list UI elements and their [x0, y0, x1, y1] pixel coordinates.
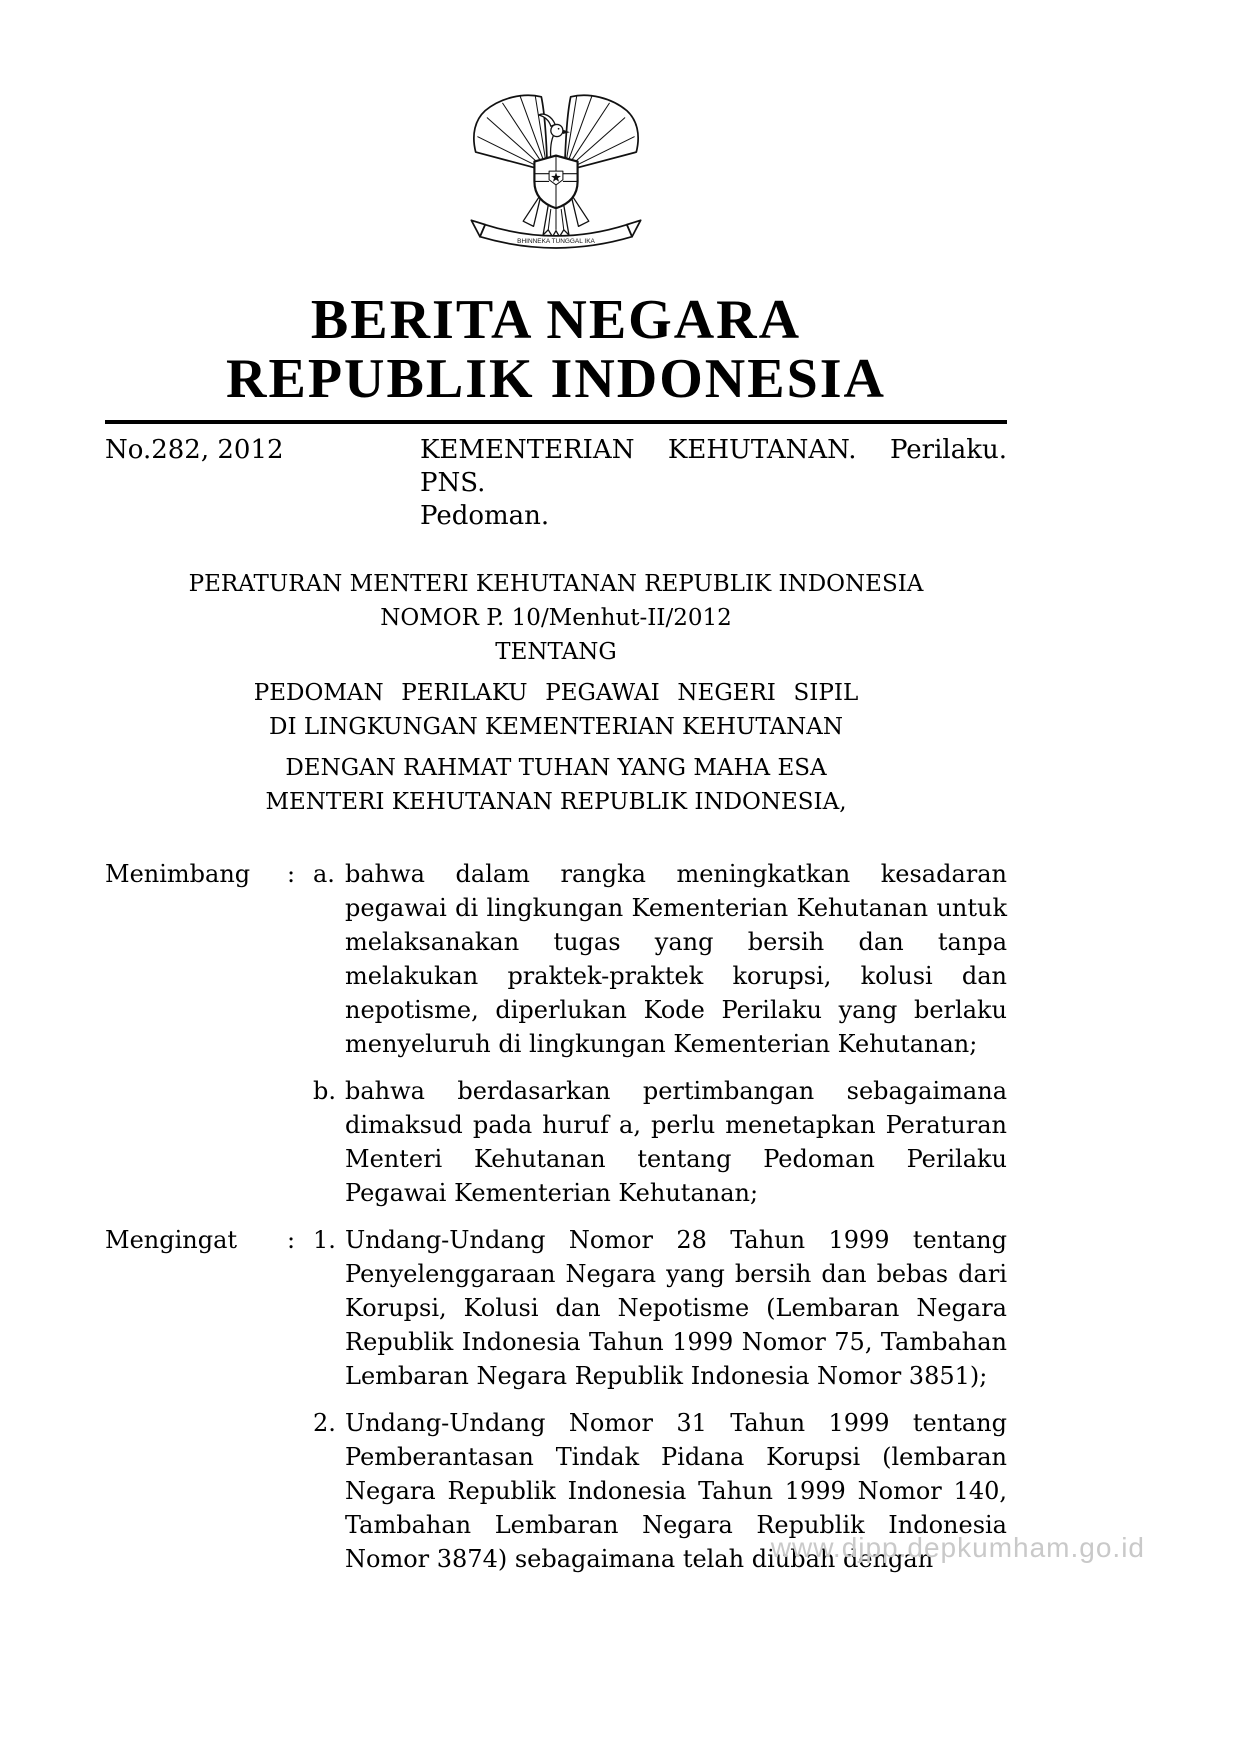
- subject-line-1: KEMENTERIAN KEHUTANAN. Perilaku. PNS.: [420, 434, 1007, 498]
- issue-row: [105, 434, 1007, 533]
- clause-colon-spacer: [287, 1406, 313, 1576]
- gazette-title-line1: BERITA NEGARA: [310, 289, 802, 351]
- eye: [558, 128, 560, 130]
- clause-colon: :: [287, 859, 296, 888]
- heading-line: TENTANG: [495, 638, 617, 665]
- garuda-pancasila-emblem: [461, 85, 651, 271]
- heading-line: MENTERI KEHUTANAN REPUBLIK INDONESIA,: [265, 788, 847, 815]
- head: [551, 124, 563, 136]
- clause-text: bahwa dalam rangka meningkatkan kesadaran pegawai di lingkungan Kementerian Kehutanan untuk melaksanakan tugas yang bersih dan tanpa melakukan praktek-praktek korupsi, kolusi dan nepotisme, diperlukan Kode Perilaku yang berlaku menyeluruh di lingkungan Kementerian Kehutanan;: [345, 859, 1007, 1058]
- right-leg: [571, 194, 589, 227]
- subject-block: [420, 434, 1007, 533]
- heading-line: PERATURAN MENTERI KEHUTANAN REPUBLIK INDONESIA: [188, 570, 924, 597]
- clause-label: Menimbang: [105, 859, 251, 888]
- clause-text: Undang-Undang Nomor 31 Tahun 1999 tentang Pemberantasan Tindak Pidana Korupsi (lembaran Negara Republik Indonesia Tahun 1999 Nomor 140, Tambahan Lembaran Negara Republik Indonesia Nomor 3874) sebagaimana telah diubah dengan: [345, 1408, 1007, 1573]
- clause-colon: :: [287, 1225, 296, 1254]
- clause-label: Mengingat: [105, 1225, 238, 1254]
- clause-marker: 2.: [313, 1408, 336, 1437]
- clause-row-menimbang-b: [105, 1074, 1007, 1210]
- regulation-heading: [105, 567, 1007, 819]
- clause-colon-spacer: [287, 1074, 313, 1210]
- clause-label-spacer: [105, 1074, 287, 1210]
- emblem-container: [105, 85, 1007, 275]
- issue-number: No.282, 2012: [105, 434, 284, 465]
- heading-group-title: [105, 567, 1007, 669]
- clause-marker: 1.: [313, 1225, 336, 1254]
- watermark: www.djpp.depkumham.go.id: [770, 1532, 1145, 1563]
- subject-line-2: Pedoman.: [420, 500, 550, 531]
- heading-line: DI LINGKUNGAN KEMENTERIAN KEHUTANAN: [269, 713, 843, 740]
- masthead-rule: [105, 420, 1007, 424]
- clause-marker: a.: [313, 859, 335, 888]
- clause-label-spacer: [105, 1406, 287, 1576]
- heading-line: DENGAN RAHMAT TUHAN YANG MAHA ESA: [285, 754, 827, 781]
- emblem-motto-text: BHINNEKA TUNGGAL IKA: [517, 237, 595, 245]
- clause-marker: b.: [313, 1076, 336, 1105]
- heading-line: PEDOMAN PERILAKU PEGAWAI NEGERI SIPIL: [253, 679, 859, 706]
- right-wing: [565, 95, 639, 171]
- left-wing: [474, 95, 548, 171]
- clause-text: bahwa berdasarkan pertimbangan sebagaimana dimaksud pada huruf a, perlu menetapkan Peraturan Menteri Kehutanan tentang Pedoman Perilaku Pegawai Kementerian Kehutanan;: [345, 1076, 1007, 1207]
- clause-row-mengingat-1: [105, 1223, 1007, 1393]
- clause-row-menimbang-a: [105, 857, 1007, 1061]
- gazette-title: [105, 291, 1007, 410]
- heading-group-subject: [105, 676, 1007, 744]
- preamble: [105, 857, 1007, 1576]
- clause-text: Undang-Undang Nomor 28 Tahun 1999 tentang Penyelenggaraan Negara yang bersih dan bebas dari Korupsi, Kolusi dan Nepotisme (Lembaran Negara Republik Indonesia Tahun 1999 Nomor 75, Tambahan Lembaran Negara Republik Indonesia Nomor 3851);: [345, 1225, 1007, 1390]
- heading-line: NOMOR P. 10/Menhut-II/2012: [380, 604, 732, 631]
- left-leg: [523, 194, 541, 227]
- gazette-title-line2: REPUBLIK INDONESIA: [226, 348, 886, 411]
- heading-group-invocation: [105, 751, 1007, 819]
